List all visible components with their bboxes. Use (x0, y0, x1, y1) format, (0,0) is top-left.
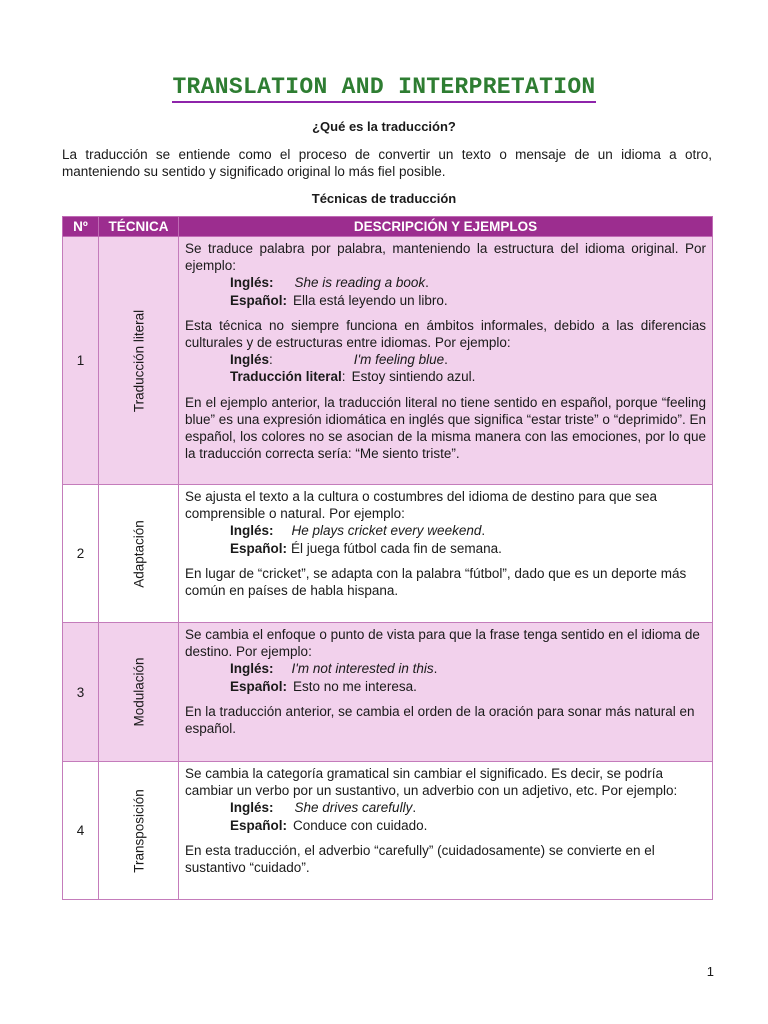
intro-paragraph: La traducción se entiende como el proceso de convertir un texto o mensaje de un idioma a otro, manteniendo su sentido y significado original lo más fiel posible. (62, 147, 712, 179)
row-number: 4 (63, 762, 99, 900)
example-line (230, 292, 706, 309)
example-value: Él juega fútbol cada fin de semana. (291, 540, 502, 556)
example-value: He plays cricket every weekend (291, 523, 482, 539)
example-label: Inglés (230, 352, 270, 368)
table-header-row (63, 217, 713, 237)
page-number: 1 (706, 964, 714, 979)
example-value: She drives carefully (294, 800, 413, 816)
example-line (230, 678, 706, 695)
example-line: Inglés: I'm feeling blue. (230, 352, 448, 368)
example-line: Inglés: She drives carefully. (230, 800, 417, 816)
row-number: 3 (63, 623, 99, 762)
technique-label: Transposición (131, 788, 146, 873)
example-line (230, 540, 706, 557)
row-technique (99, 237, 179, 485)
example-label: Inglés: (230, 661, 274, 677)
table-row (63, 485, 713, 623)
description-paragraph: Se cambia la categoría gramatical sin cambiar el significado. Es decir, se podría cambiar un verbo por un sustantivo, un adverbio con un adjetivo, etc. Por ejemplo: (185, 766, 678, 799)
question-heading: ¿Qué es la traducción? (312, 119, 456, 134)
row-technique (99, 485, 179, 623)
example-label: Inglés: (230, 275, 274, 291)
row-technique (99, 623, 179, 762)
example-line (230, 817, 706, 834)
technique-label: Traducción literal (131, 309, 146, 412)
document-title-text: TRANSLATION AND INTERPRETATION (172, 74, 595, 103)
description-paragraph: Esta técnica no siempre funciona en ámbitos informales, debido a las diferencias culturales y de estructuras entre idiomas. Por ejemplo: (185, 317, 706, 351)
example-label: Español: (230, 678, 288, 694)
header-tech: TÉCNICA (99, 217, 179, 237)
description-paragraph: En la traducción anterior, se cambia el orden de la oración para sonar más natural en español. (185, 703, 695, 737)
example-label: Inglés: (230, 800, 274, 816)
example-value: Ella está leyendo un libro. (293, 292, 448, 308)
example-value: Estoy sintiendo azul. (351, 369, 476, 385)
row-technique (99, 762, 179, 900)
table-row (63, 762, 713, 900)
row-description (179, 623, 713, 762)
example-value: She is reading a book (294, 275, 426, 291)
table-row (63, 623, 713, 762)
description-paragraph: En el ejemplo anterior, la traducción literal no tiene sentido en español, porque “feeling blue” es una expresión idiomática en inglés que significa “estar triste” o “deprimido”. En español, los colores no se asocian de la misma manera con las emociones, por lo que la traducción correcta sería: “Me siento triste”. (185, 394, 706, 462)
example-line: Inglés: I'm not interested in this. (230, 661, 438, 677)
row-description (179, 237, 713, 485)
table-title: Técnicas de traducción (311, 191, 457, 206)
example-line: Traducción literal: Estoy sintiendo azul. (230, 369, 476, 385)
description-paragraph: Se cambia el enfoque o punto de vista para que la frase tenga sentido en el idioma de destino. Por ejemplo: (185, 627, 700, 660)
table-row (63, 237, 713, 485)
header-num: Nº (63, 217, 99, 237)
description-paragraph: En esta traducción, el adverbio “carefully” (cuidadosamente) se convierte en el sustantivo “cuidado”. (185, 842, 655, 876)
techniques-table (62, 216, 713, 900)
example-label: Español: (230, 540, 288, 556)
example-label: Inglés: (230, 523, 274, 539)
example-label: Español: (230, 817, 288, 833)
technique-label: Modulación (131, 657, 146, 727)
row-description (179, 762, 713, 900)
header-desc: DESCRIPCIÓN Y EJEMPLOS (179, 217, 713, 237)
description-paragraph: Se ajusta el texto a la cultura o costumbres del idioma de destino para que sea comprensible o natural. Por ejemplo: (185, 489, 658, 522)
example-line: Inglés: She is reading a book. (230, 275, 429, 291)
description-paragraph: Se traduce palabra por palabra, manteniendo la estructura del idioma original. Por ejemplo: (185, 241, 706, 274)
row-number: 2 (63, 485, 99, 623)
row-number: 1 (63, 237, 99, 485)
example-label: Traducción literal (230, 369, 342, 385)
example-value: I'm not interested in this (291, 661, 434, 677)
row-description (179, 485, 713, 623)
example-value: Conduce con cuidado. (293, 817, 428, 833)
description-paragraph: En lugar de “cricket”, se adapta con la palabra “fútbol”, dado que es un deporte más común en países de habla hispana. (185, 565, 687, 599)
example-line: Inglés: He plays cricket every weekend. (230, 523, 486, 539)
document-title (0, 74, 768, 100)
example-label: Español: (230, 292, 288, 308)
technique-label: Adaptación (131, 519, 146, 588)
example-value: Esto no me interesa. (293, 678, 417, 694)
example-value: I'm feeling blue (353, 352, 445, 368)
